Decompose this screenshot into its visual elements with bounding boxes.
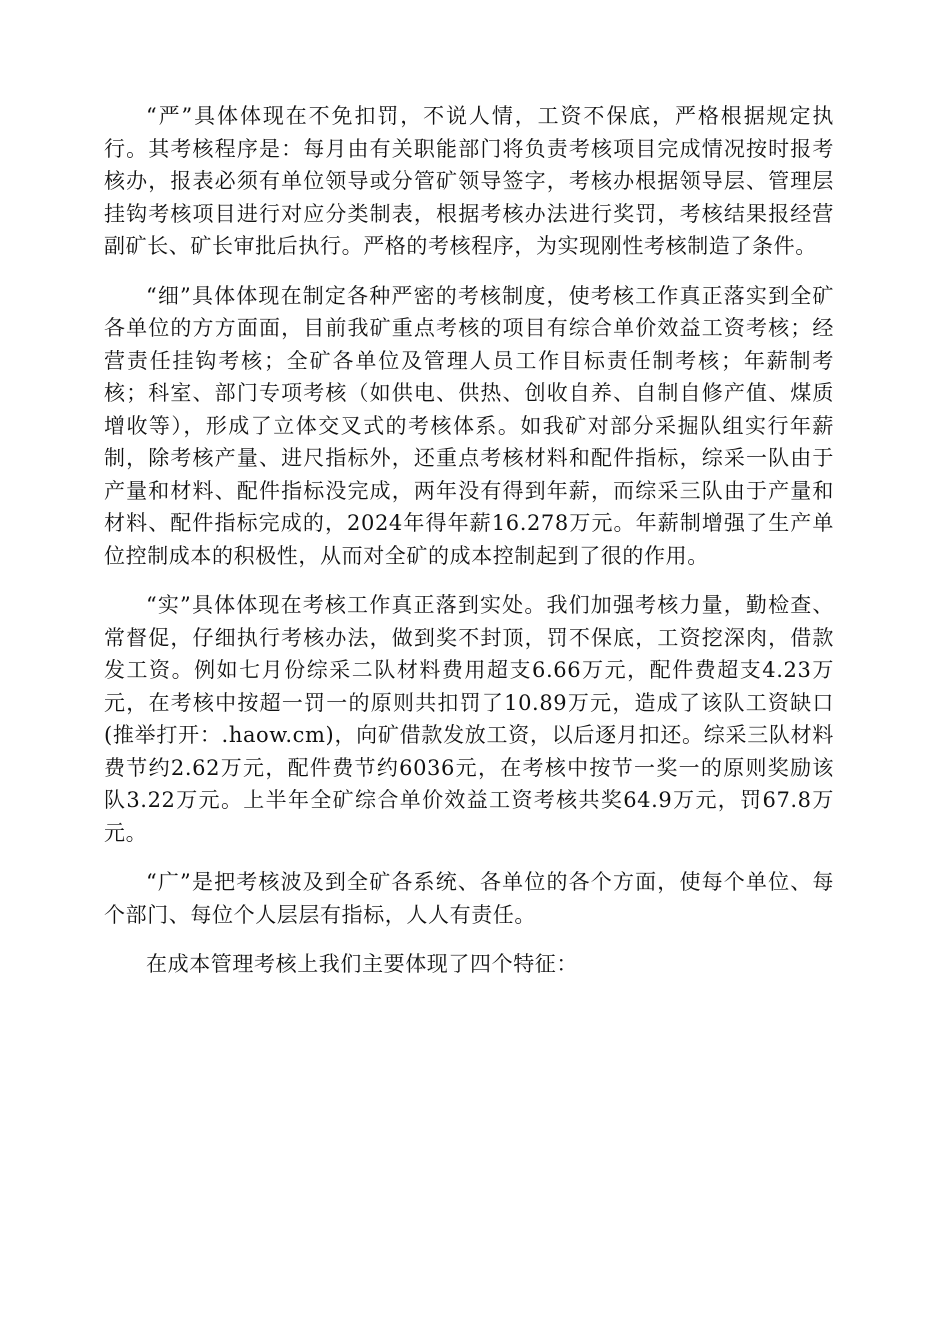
document-page — [104, 100, 834, 998]
paragraph-practical: “实”具体体现在考核工作真正落到实处。我们加强考核力量，勤检查、常督促，仔细执行考核办法，做到奖不封顶，罚不保底，工资挖深肉，借款发工资。例如七月份综采二队材料费用超支6.66万元，配件费超支4.23万元，在考核中按超一罚一的原则共扣罚了10.89万元，造成了该队工资缺口(推举打开：.haow.cm)，向矿借款发放工资，以后逐月扣还。综采三队材料费节约2.62万元，配件费节约6036元，在考核中按节一奖一的原则奖励该队3.22万元。上半年全矿综合单价效益工资考核共奖64.9万元，罚67.8万元。 — [104, 593, 834, 845]
paragraph-broad: “广”是把考核波及到全矿各系统、各单位的各个方面，使每个单位、每个部门、每位个人层层有指标，人人有责任。 — [104, 870, 834, 927]
paragraph-four-features: 在成本管理考核上我们主要体现了四个特征： — [146, 952, 578, 976]
paragraph-strict: “严”具体体现在不免扣罚，不说人情，工资不保底，严格根据规定执行。其考核程序是：每月由有关职能部门将负责考核项目完成情况按时报考核办，报表必须有单位领导或分管矿领导签字，考核办根据领导层、管理层挂钩考核项目进行对应分类制表，根据考核办法进行奖罚，考核结果报经营副矿长、矿长审批后执行。严格的考核程序，为实现刚性考核制造了条件。 — [104, 104, 834, 258]
paragraph-detailed: “细”具体体现在制定各种严密的考核制度，使考核工作真正落实到全矿各单位的方方面面，目前我矿重点考核的项目有综合单价效益工资考核；经营责任挂钩考核；全矿各单位及管理人员工作目标责任制考核；年薪制考核；科室、部门专项考核（如供电、供热、创收自养、自制自修产值、煤质增收等），形成了立体交叉式的考核体系。如我矿对部分采掘队组实行年薪制，除考核产量、进尺指标外，还重点考核材料和配件指标，综采一队由于产量和材料、配件指标没完成，两年没有得到年薪，而综采三队由于产量和材料、配件指标完成的，2024年得年薪16.278万元。年薪制增强了生产单位控制成本的积极性，从而对全矿的成本控制起到了很的作用。 — [104, 283, 834, 568]
